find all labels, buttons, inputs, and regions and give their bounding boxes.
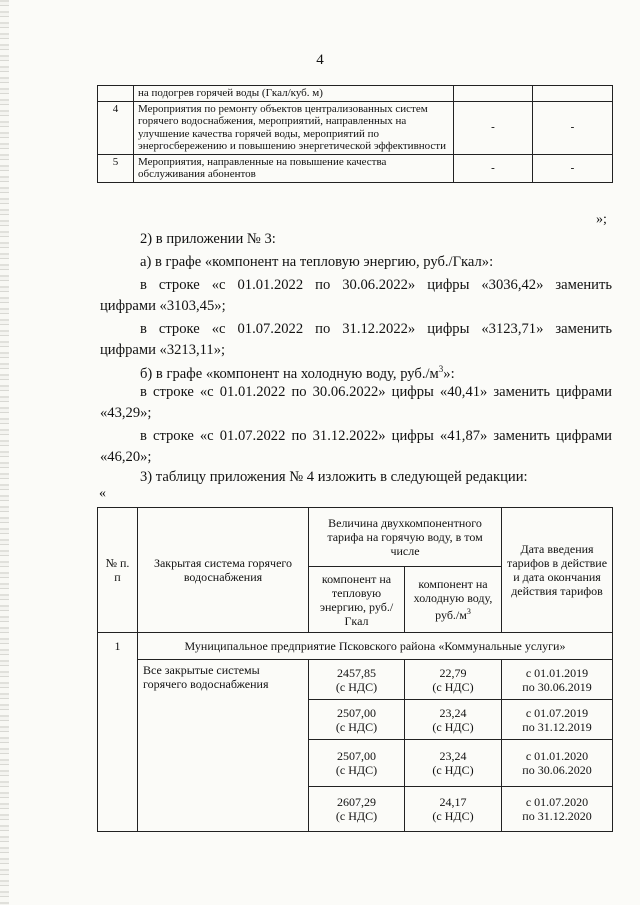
vat-note: (с НДС) — [335, 719, 378, 734]
row-value-1: - — [454, 101, 533, 154]
row-value-2: - — [533, 101, 613, 154]
table-row — [98, 154, 613, 182]
paragraph-item-2: 2) в приложении № 3: — [140, 231, 276, 247]
cold-value-cell — [405, 787, 502, 832]
date-range-cell — [502, 660, 613, 700]
date-to: по 31.12.2020 — [522, 809, 592, 823]
heat-value: 2457,85 — [337, 665, 376, 680]
heat-value: 2507,00 — [337, 705, 376, 720]
vat-note: (с НДС) — [432, 679, 474, 694]
table-row — [98, 101, 613, 154]
header-number: № п. п — [98, 508, 138, 633]
organization-name: Муниципальное предприятие Псковского района «Коммунальные услуги» — [138, 633, 613, 660]
paragraph-line: «46,20»; — [100, 449, 152, 465]
row-value-2 — [533, 86, 613, 102]
date-from: с 01.01.2019 — [525, 665, 589, 680]
header-heat-component: компонент на тепловую энергию, руб./Гкал — [309, 567, 405, 633]
table-header-row — [98, 508, 613, 567]
cold-value-cell — [405, 700, 502, 740]
vat-note: (с НДС) — [432, 809, 474, 823]
header-text: компонент на холодную воду, руб./м — [413, 577, 493, 622]
row-value-1: - — [454, 154, 533, 182]
cold-value: 22,79 — [439, 665, 467, 680]
row-number: 4 — [98, 101, 134, 154]
table-row — [98, 633, 613, 660]
superscript: 3 — [438, 364, 444, 374]
heat-value-cell — [309, 700, 405, 740]
date-to: по 31.12.2019 — [522, 719, 592, 734]
heat-value-cell — [309, 740, 405, 787]
closing-quote: »; — [596, 212, 607, 227]
row-text: Мероприятия по ремонту объектов централизованных систем горячего водоснабжения, мероприятий, направленных на улучшение качества горячей воды, мероприятий по энергосбережению и повышению энергетической эффективности — [134, 101, 454, 154]
header-cold-component — [405, 567, 502, 633]
date-to: по 30.06.2020 — [522, 763, 592, 777]
date-range-cell — [502, 740, 613, 787]
row-text: Мероприятия, направленные на повышение качества обслуживания абонентов — [134, 154, 454, 182]
cold-value-cell — [405, 660, 502, 700]
cold-value: 23,24 — [439, 705, 467, 720]
superscript: 3 — [466, 607, 471, 616]
row-text: на подогрев горячей воды (Гкал/куб. м) — [134, 86, 454, 102]
paragraph-line: в строке «с 01.07.2022 по 31.12.2022» цифры «41,87» заменить цифрами — [140, 428, 612, 444]
header-tariff-group: Величина двухкомпонентного тарифа на горячую воду, в том числе — [309, 508, 502, 567]
page-number: 4 — [316, 52, 324, 68]
heat-value-cell — [309, 660, 405, 700]
cold-value: 23,24 — [439, 749, 467, 763]
header-date: Дата введения тарифов в действие и дата окончания действия тарифов — [502, 508, 613, 633]
date-range-cell — [502, 787, 613, 832]
paragraph-item-3: 3) таблицу приложения № 4 изложить в следующей редакции: — [140, 469, 528, 485]
paragraph-text: б) в графе «компонент на холодную воду, руб./м — [140, 365, 439, 382]
date-from: с 01.01.2020 — [525, 749, 589, 763]
row-number: 1 — [98, 633, 138, 832]
paragraph-line: «43,29»; — [100, 405, 152, 421]
vat-note: (с НДС) — [335, 763, 378, 777]
scan-edge — [0, 0, 9, 905]
paragraph-item-2b — [100, 359, 612, 385]
vat-note: (с НДС) — [432, 763, 474, 777]
date-range-cell — [502, 700, 613, 740]
paragraph-line: в строке «с 01.01.2022 по 30.06.2022» цифры «40,41» заменить цифрами — [140, 384, 612, 400]
row-value-1 — [454, 86, 533, 102]
date-to: по 30.06.2019 — [522, 679, 592, 694]
vat-note: (с НДС) — [432, 719, 474, 734]
table-row — [98, 86, 613, 102]
row-number — [98, 86, 134, 102]
system-name: Все закрытые системы горячего водоснабжения — [138, 660, 309, 832]
continuation-table — [97, 85, 613, 183]
paragraph-item-2a: а) в графе «компонент на тепловую энергию, руб./Гкал»: — [140, 254, 494, 270]
paragraph-line: цифрами «3103,45»; — [100, 298, 226, 314]
header-system: Закрытая система горячего водоснабжения — [138, 508, 309, 633]
cold-value-cell — [405, 740, 502, 787]
paragraph-text: »: — [443, 365, 455, 382]
paragraph-line: цифрами «3213,11»; — [100, 342, 226, 358]
vat-note: (с НДС) — [335, 809, 378, 823]
opening-quote: « — [99, 486, 106, 501]
tariff-table — [97, 507, 613, 832]
row-value-2: - — [533, 154, 613, 182]
date-from: с 01.07.2019 — [525, 705, 589, 720]
row-number: 5 — [98, 154, 134, 182]
heat-value: 2507,00 — [337, 749, 376, 763]
paragraph-line: в строке «с 01.07.2022 по 31.12.2022» цифры «3123,71» заменить — [140, 321, 612, 337]
table-row — [98, 660, 613, 700]
date-from: с 01.07.2020 — [525, 795, 589, 809]
heat-value: 2607,29 — [337, 795, 376, 809]
vat-note: (с НДС) — [335, 679, 378, 694]
paragraph-line: в строке «с 01.01.2022 по 30.06.2022» цифры «3036,42» заменить — [140, 277, 612, 293]
cold-value: 24,17 — [439, 795, 467, 809]
heat-value-cell — [309, 787, 405, 832]
